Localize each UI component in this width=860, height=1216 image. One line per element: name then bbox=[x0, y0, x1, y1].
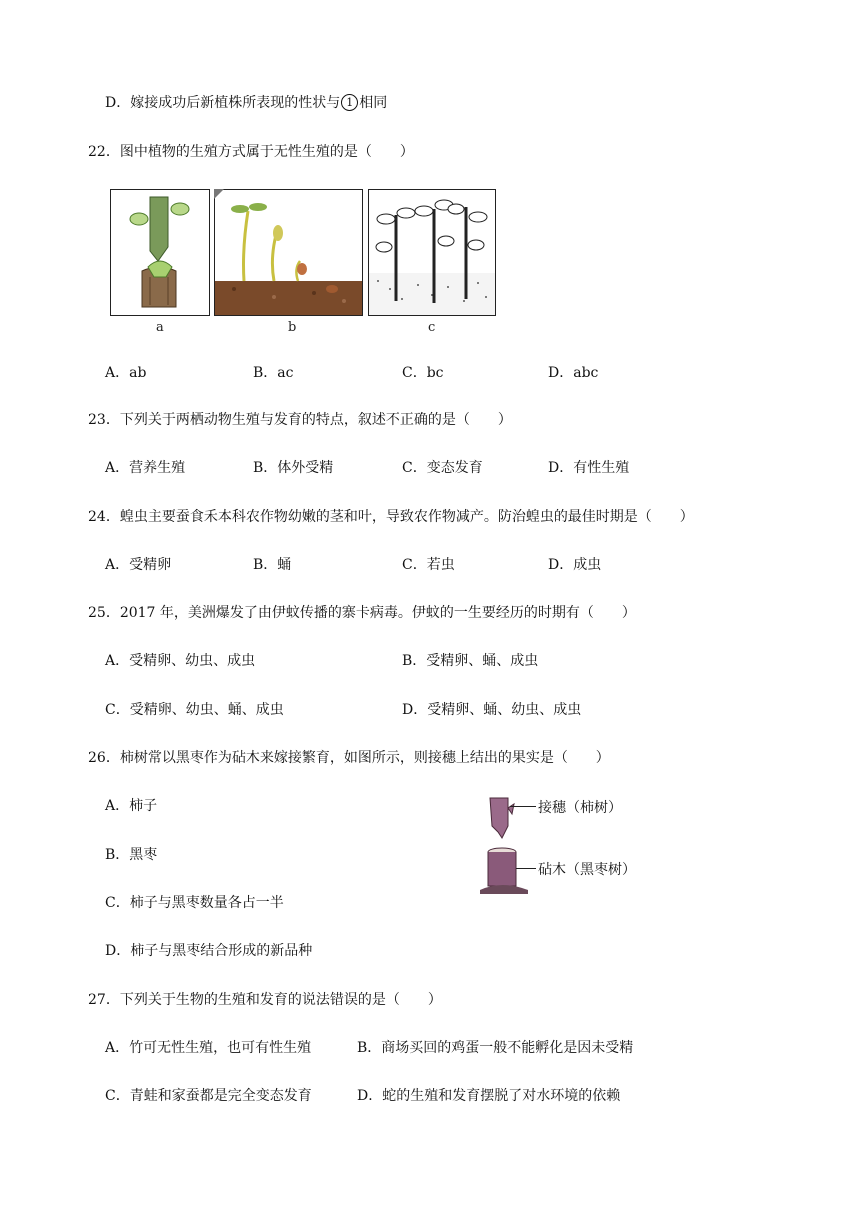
q26-stock-leader bbox=[516, 868, 536, 869]
q26-option-c[interactable]: C．柿子与黑枣数量各占一半 bbox=[105, 895, 284, 911]
q27-option-d[interactable]: D．蛇的生殖和发育摆脱了对水环境的依赖 bbox=[357, 1088, 621, 1104]
q24-option-d[interactable]: D．成虫 bbox=[548, 557, 602, 573]
q24-option-a[interactable]: A．受精卵 bbox=[105, 557, 172, 573]
q26-option-d[interactable]: D．柿子与黑枣结合形成的新品种 bbox=[105, 943, 313, 959]
q23-option-b[interactable]: B．体外受精 bbox=[253, 460, 334, 476]
q26-graft-figure bbox=[478, 794, 538, 898]
q22-option-b[interactable]: B．ac bbox=[253, 365, 294, 381]
q26-scion-leader bbox=[510, 806, 536, 807]
q27-option-b[interactable]: B．商场买回的鸡蛋一般不能孵化是因未受精 bbox=[357, 1040, 634, 1056]
q22-stem: 22．图中植物的生殖方式属于无性生殖的是（ ） bbox=[88, 144, 414, 160]
circled-number: 1 bbox=[341, 94, 358, 111]
q22-figure-a-label: a bbox=[156, 320, 164, 335]
q23-stem: 23．下列关于两栖动物生殖与发育的特点，叙述不正确的是（ ） bbox=[88, 412, 512, 428]
q25-stem: 25．2017 年，美洲爆发了由伊蚊传播的寨卡病毒。伊蚊的一生要经历的时期有（ ） bbox=[88, 605, 636, 621]
q22-option-d[interactable]: D．abc bbox=[548, 365, 599, 381]
q25-option-b[interactable]: B．受精卵、蛹、成虫 bbox=[402, 653, 539, 669]
q24-stem: 24．蝗虫主要蚕食禾本科农作物幼嫩的茎和叶，导致农作物减产。防治蝗虫的最佳时期是（ ） bbox=[88, 509, 694, 525]
q21-option-d-suffix: 相同 bbox=[359, 95, 388, 111]
q22-figure-b-label: b bbox=[288, 320, 297, 335]
q21-option-d-prefix: D．嫁接成功后新植株所表现的性状与 bbox=[105, 95, 341, 111]
q24-option-c[interactable]: C．若虫 bbox=[402, 557, 455, 573]
q26-option-a[interactable]: A．柿子 bbox=[105, 798, 158, 814]
q22-figure-c bbox=[368, 189, 496, 316]
q26-stem: 26．柿树常以黑枣作为砧木来嫁接繁育，如图所示，则接穗上结出的果实是（ ） bbox=[88, 750, 610, 766]
q26-stock-label: 砧木（黑枣树） bbox=[538, 862, 636, 878]
q25-option-a[interactable]: A．受精卵、幼虫、成虫 bbox=[105, 653, 256, 669]
q22-option-a[interactable]: A．ab bbox=[105, 365, 147, 381]
q23-option-d[interactable]: D．有性生殖 bbox=[548, 460, 630, 476]
q23-option-c[interactable]: C．变态发育 bbox=[402, 460, 483, 476]
q27-stem: 27．下列关于生物的生殖和发育的说法错误的是（ ） bbox=[88, 992, 442, 1008]
q27-option-c[interactable]: C．青蛙和家蚕都是完全变态发育 bbox=[105, 1088, 312, 1104]
q26-scion-label: 接穗（柿树） bbox=[538, 800, 622, 816]
q21-option-d bbox=[105, 93, 387, 113]
q25-option-d[interactable]: D．受精卵、蛹、幼虫、成虫 bbox=[402, 702, 582, 718]
q22-figure-c-label: c bbox=[428, 320, 436, 335]
q22-figure-b bbox=[214, 189, 363, 316]
q24-option-b[interactable]: B．蛹 bbox=[253, 557, 292, 573]
q26-option-b[interactable]: B．黑枣 bbox=[105, 847, 158, 863]
q25-option-c[interactable]: C．受精卵、幼虫、蛹、成虫 bbox=[105, 702, 284, 718]
q22-option-c[interactable]: C．bc bbox=[402, 365, 444, 381]
q22-figure-a bbox=[110, 189, 210, 316]
q27-option-a[interactable]: A．竹可无性生殖，也可有性生殖 bbox=[105, 1040, 312, 1056]
q23-option-a[interactable]: A．营养生殖 bbox=[105, 460, 186, 476]
